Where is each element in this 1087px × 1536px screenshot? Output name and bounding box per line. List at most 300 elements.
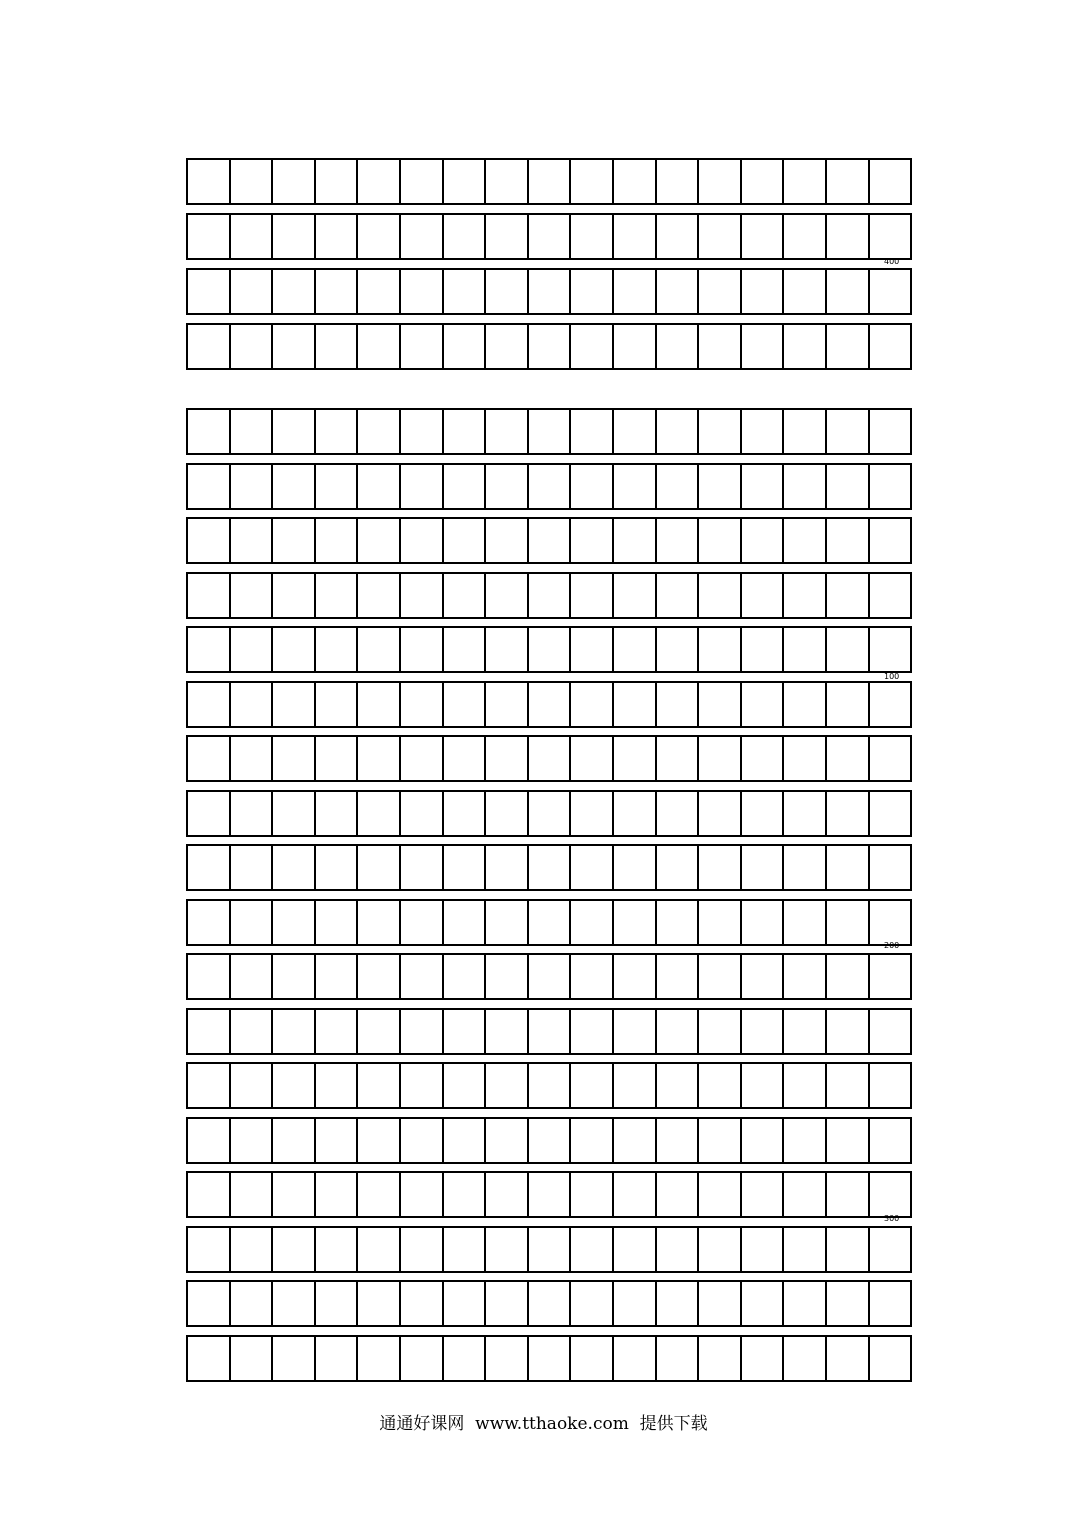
grid-cell <box>784 1064 827 1107</box>
grid-cell <box>571 792 614 835</box>
grid-cell <box>614 215 657 258</box>
grid-cell <box>529 683 572 726</box>
grid-cell <box>571 465 614 508</box>
grid-cell <box>273 1064 316 1107</box>
grid-cell <box>571 846 614 889</box>
grid-cell <box>273 901 316 944</box>
grid-cell <box>444 1282 487 1325</box>
grid-cell <box>657 519 700 562</box>
grid-row <box>186 899 912 946</box>
grid-cell <box>358 1337 401 1380</box>
char-count-100: 100 <box>884 672 900 681</box>
grid-cell <box>870 1173 911 1216</box>
grid-cell <box>827 846 870 889</box>
grid-cell <box>571 628 614 671</box>
grid-row <box>186 572 912 619</box>
grid-row <box>186 790 912 837</box>
grid-cell <box>358 574 401 617</box>
grid-cell <box>784 574 827 617</box>
grid-cell <box>870 410 911 453</box>
grid-cell <box>742 792 785 835</box>
grid-cell <box>273 955 316 998</box>
grid-cell <box>571 160 614 203</box>
grid-cell <box>699 1173 742 1216</box>
grid-cell <box>401 846 444 889</box>
grid-cell <box>273 325 316 368</box>
grid-cell <box>827 1173 870 1216</box>
grid-cell <box>231 1173 274 1216</box>
grid-cell <box>486 1010 529 1053</box>
grid-cell <box>486 1337 529 1380</box>
grid-cell <box>231 325 274 368</box>
grid-cell <box>401 792 444 835</box>
grid-cell <box>316 737 359 780</box>
grid-cell <box>231 1064 274 1107</box>
grid-cell <box>827 519 870 562</box>
grid-cell <box>614 1010 657 1053</box>
grid-cell <box>699 519 742 562</box>
grid-cell <box>316 1010 359 1053</box>
grid-cell <box>401 519 444 562</box>
grid-cell <box>870 792 911 835</box>
grid-cell <box>657 215 700 258</box>
grid-cell <box>614 160 657 203</box>
grid-cell <box>358 1228 401 1271</box>
grid-cell <box>316 215 359 258</box>
grid-cell <box>699 846 742 889</box>
grid-cell <box>231 519 274 562</box>
grid-cell <box>614 519 657 562</box>
grid-cell <box>571 683 614 726</box>
grid-row <box>186 213 912 260</box>
grid-cell <box>571 737 614 780</box>
grid-row <box>186 323 912 370</box>
grid-cell <box>699 574 742 617</box>
grid-cell <box>401 410 444 453</box>
grid-cell <box>699 160 742 203</box>
grid-cell <box>444 410 487 453</box>
grid-cell <box>571 325 614 368</box>
grid-cell <box>614 1282 657 1325</box>
grid-cell <box>657 1228 700 1271</box>
grid-cell <box>273 1282 316 1325</box>
grid-cell <box>742 1282 785 1325</box>
grid-row <box>186 268 912 315</box>
grid-cell <box>231 270 274 313</box>
grid-cell <box>316 846 359 889</box>
grid-cell <box>699 270 742 313</box>
grid-cell <box>742 737 785 780</box>
grid-cell <box>784 846 827 889</box>
grid-cell <box>231 955 274 998</box>
grid-cell <box>614 410 657 453</box>
grid-cell <box>486 465 529 508</box>
grid-cell <box>784 270 827 313</box>
grid-cell <box>742 1064 785 1107</box>
grid-cell <box>358 160 401 203</box>
grid-cell <box>657 1282 700 1325</box>
grid-cell <box>827 574 870 617</box>
grid-cell <box>444 519 487 562</box>
grid-cell <box>699 325 742 368</box>
grid-cell <box>231 846 274 889</box>
grid-cell <box>784 1282 827 1325</box>
grid-cell <box>316 1064 359 1107</box>
grid-cell <box>529 792 572 835</box>
grid-cell <box>529 1173 572 1216</box>
grid-cell <box>529 737 572 780</box>
grid-cell <box>657 1119 700 1162</box>
grid-cell <box>742 465 785 508</box>
grid-cell <box>231 792 274 835</box>
grid-cell <box>231 628 274 671</box>
grid-cell <box>401 1010 444 1053</box>
char-count-200: 200 <box>884 941 900 950</box>
grid-cell <box>742 215 785 258</box>
grid-cell <box>529 270 572 313</box>
grid-cell <box>742 955 785 998</box>
grid-cell <box>231 160 274 203</box>
grid-cell <box>870 628 911 671</box>
grid-cell <box>316 955 359 998</box>
grid-cell <box>784 1010 827 1053</box>
grid-cell <box>444 901 487 944</box>
grid-cell <box>742 1173 785 1216</box>
grid-cell <box>529 325 572 368</box>
grid-cell <box>614 465 657 508</box>
grid-cell <box>486 955 529 998</box>
grid-cell <box>444 683 487 726</box>
grid-row <box>186 1226 912 1273</box>
grid-cell <box>529 1228 572 1271</box>
grid-cell <box>401 160 444 203</box>
grid-cell <box>529 628 572 671</box>
grid-cell <box>231 1228 274 1271</box>
grid-cell <box>614 270 657 313</box>
char-count-300: 300 <box>884 1214 900 1223</box>
grid-cell <box>316 792 359 835</box>
grid-row <box>186 408 912 455</box>
grid-cell <box>231 465 274 508</box>
grid-cell <box>188 519 231 562</box>
grid-cell <box>827 160 870 203</box>
grid-cell <box>571 1064 614 1107</box>
grid-cell <box>827 1337 870 1380</box>
grid-cell <box>486 792 529 835</box>
grid-row <box>186 1062 912 1109</box>
grid-cell <box>657 465 700 508</box>
grid-cell <box>657 901 700 944</box>
grid-cell <box>742 574 785 617</box>
grid-cell <box>401 215 444 258</box>
grid-cell <box>188 737 231 780</box>
grid-cell <box>444 215 487 258</box>
grid-cell <box>657 1010 700 1053</box>
grid-cell <box>358 955 401 998</box>
grid-cell <box>358 901 401 944</box>
grid-cell <box>358 410 401 453</box>
grid-cell <box>401 270 444 313</box>
grid-cell <box>401 1173 444 1216</box>
grid-cell <box>699 901 742 944</box>
grid-cell <box>444 846 487 889</box>
grid-cell <box>614 683 657 726</box>
grid-cell <box>529 160 572 203</box>
footer-attribution <box>0 1409 1087 1434</box>
grid-cell <box>358 683 401 726</box>
grid-cell <box>316 628 359 671</box>
grid-cell <box>870 737 911 780</box>
grid-cell <box>699 683 742 726</box>
grid-cell <box>742 410 785 453</box>
grid-cell <box>614 737 657 780</box>
grid-cell <box>827 901 870 944</box>
grid-cell <box>571 1010 614 1053</box>
grid-cell <box>188 901 231 944</box>
char-count-400: 400 <box>884 257 900 266</box>
grid-cell <box>827 683 870 726</box>
grid-cell <box>657 628 700 671</box>
grid-cell <box>231 1119 274 1162</box>
grid-cell <box>657 1173 700 1216</box>
grid-cell <box>316 901 359 944</box>
grid-cell <box>358 519 401 562</box>
grid-cell <box>614 1119 657 1162</box>
grid-cell <box>401 1064 444 1107</box>
grid-cell <box>784 737 827 780</box>
grid-row <box>186 1280 912 1327</box>
grid-cell <box>188 1228 231 1271</box>
grid-cell <box>444 1010 487 1053</box>
grid-cell <box>273 1173 316 1216</box>
grid-cell <box>486 1282 529 1325</box>
grid-row <box>186 158 912 205</box>
grid-cell <box>699 1119 742 1162</box>
grid-cell <box>827 325 870 368</box>
footer-site-url[interactable]: www.tthaoke.com <box>475 1414 629 1434</box>
grid-cell <box>699 955 742 998</box>
grid-cell <box>827 1010 870 1053</box>
grid-row <box>186 1335 912 1382</box>
grid-cell <box>699 737 742 780</box>
grid-cell <box>188 846 231 889</box>
grid-cell <box>614 1228 657 1271</box>
grid-cell <box>784 325 827 368</box>
grid-cell <box>316 270 359 313</box>
grid-row <box>186 844 912 891</box>
grid-cell <box>231 737 274 780</box>
grid-cell <box>614 574 657 617</box>
grid-cell <box>742 1228 785 1271</box>
grid-cell <box>657 1064 700 1107</box>
grid-cell <box>273 160 316 203</box>
grid-cell <box>827 215 870 258</box>
grid-cell <box>273 683 316 726</box>
grid-cell <box>444 1337 487 1380</box>
grid-cell <box>444 465 487 508</box>
grid-cell <box>188 325 231 368</box>
grid-cell <box>784 215 827 258</box>
grid-cell <box>529 846 572 889</box>
grid-cell <box>614 628 657 671</box>
grid-cell <box>870 574 911 617</box>
grid-cell <box>188 1282 231 1325</box>
grid-cell <box>742 519 785 562</box>
grid-cell <box>657 683 700 726</box>
grid-cell <box>273 519 316 562</box>
grid-cell <box>188 628 231 671</box>
grid-cell <box>188 1064 231 1107</box>
grid-cell <box>827 737 870 780</box>
grid-cell <box>529 215 572 258</box>
grid-cell <box>231 1010 274 1053</box>
grid-cell <box>699 792 742 835</box>
grid-cell <box>486 737 529 780</box>
grid-cell <box>188 1010 231 1053</box>
grid-cell <box>784 628 827 671</box>
grid-cell <box>827 792 870 835</box>
grid-cell <box>188 465 231 508</box>
grid-cell <box>571 1228 614 1271</box>
grid-cell <box>870 519 911 562</box>
grid-cell <box>231 410 274 453</box>
grid-cell <box>486 574 529 617</box>
grid-cell <box>784 410 827 453</box>
grid-cell <box>529 465 572 508</box>
grid-cell <box>699 628 742 671</box>
grid-cell <box>614 325 657 368</box>
grid-cell <box>231 215 274 258</box>
grid-cell <box>614 1064 657 1107</box>
grid-cell <box>188 270 231 313</box>
grid-cell <box>657 1337 700 1380</box>
grid-cell <box>444 1119 487 1162</box>
grid-cell <box>657 325 700 368</box>
grid-cell <box>486 846 529 889</box>
grid-cell <box>188 410 231 453</box>
grid-cell <box>742 1337 785 1380</box>
grid-cell <box>571 410 614 453</box>
grid-cell <box>486 160 529 203</box>
grid-cell <box>742 628 785 671</box>
grid-cell <box>742 160 785 203</box>
grid-cell <box>486 683 529 726</box>
grid-cell <box>657 955 700 998</box>
grid-cell <box>529 1010 572 1053</box>
grid-cell <box>571 519 614 562</box>
grid-cell <box>870 1337 911 1380</box>
grid-cell <box>188 1173 231 1216</box>
grid-cell <box>870 901 911 944</box>
grid-cell <box>529 901 572 944</box>
grid-cell <box>316 574 359 617</box>
grid-cell <box>358 465 401 508</box>
grid-cell <box>827 410 870 453</box>
grid-row <box>186 953 912 1000</box>
grid-cell <box>571 901 614 944</box>
grid-cell <box>401 1119 444 1162</box>
grid-row <box>186 1117 912 1164</box>
grid-cell <box>401 465 444 508</box>
grid-cell <box>657 270 700 313</box>
grid-cell <box>870 1064 911 1107</box>
grid-cell <box>444 955 487 998</box>
grid-cell <box>358 1010 401 1053</box>
grid-cell <box>870 955 911 998</box>
grid-cell <box>273 215 316 258</box>
grid-row <box>186 1171 912 1218</box>
grid-cell <box>529 410 572 453</box>
grid-cell <box>699 215 742 258</box>
grid-cell <box>784 901 827 944</box>
grid-cell <box>870 215 911 258</box>
grid-cell <box>870 683 911 726</box>
footer-download-text: 提供下载 <box>639 1414 708 1434</box>
grid-cell <box>699 1010 742 1053</box>
grid-cell <box>529 1337 572 1380</box>
grid-cell <box>529 574 572 617</box>
grid-cell <box>529 1064 572 1107</box>
grid-cell <box>699 1282 742 1325</box>
grid-cell <box>358 270 401 313</box>
grid-cell <box>784 955 827 998</box>
grid-cell <box>827 465 870 508</box>
grid-cell <box>784 1228 827 1271</box>
grid-cell <box>273 574 316 617</box>
grid-cell <box>231 901 274 944</box>
grid-row <box>186 735 912 782</box>
grid-cell <box>614 955 657 998</box>
grid-cell <box>827 955 870 998</box>
grid-cell <box>571 574 614 617</box>
grid-cell <box>188 683 231 726</box>
grid-cell <box>486 325 529 368</box>
grid-cell <box>444 1173 487 1216</box>
grid-cell <box>273 792 316 835</box>
grid-cell <box>657 160 700 203</box>
grid-cell <box>273 1119 316 1162</box>
grid-cell <box>188 955 231 998</box>
grid-cell <box>486 215 529 258</box>
grid-cell <box>273 846 316 889</box>
grid-cell <box>316 1282 359 1325</box>
grid-cell <box>571 215 614 258</box>
grid-cell <box>784 1337 827 1380</box>
grid-cell <box>444 628 487 671</box>
grid-cell <box>231 1282 274 1325</box>
grid-cell <box>784 792 827 835</box>
grid-cell <box>486 1173 529 1216</box>
grid-cell <box>486 410 529 453</box>
grid-cell <box>571 1119 614 1162</box>
grid-cell <box>444 1064 487 1107</box>
grid-cell <box>316 1337 359 1380</box>
grid-cell <box>529 1119 572 1162</box>
grid-cell <box>316 683 359 726</box>
grid-cell <box>444 1228 487 1271</box>
grid-cell <box>188 160 231 203</box>
grid-cell <box>231 1337 274 1380</box>
grid-cell <box>870 465 911 508</box>
grid-cell <box>444 737 487 780</box>
grid-row <box>186 1008 912 1055</box>
grid-cell <box>870 1282 911 1325</box>
grid-cell <box>657 410 700 453</box>
grid-cell <box>401 901 444 944</box>
grid-cell <box>188 215 231 258</box>
grid-cell <box>358 846 401 889</box>
grid-cell <box>870 270 911 313</box>
